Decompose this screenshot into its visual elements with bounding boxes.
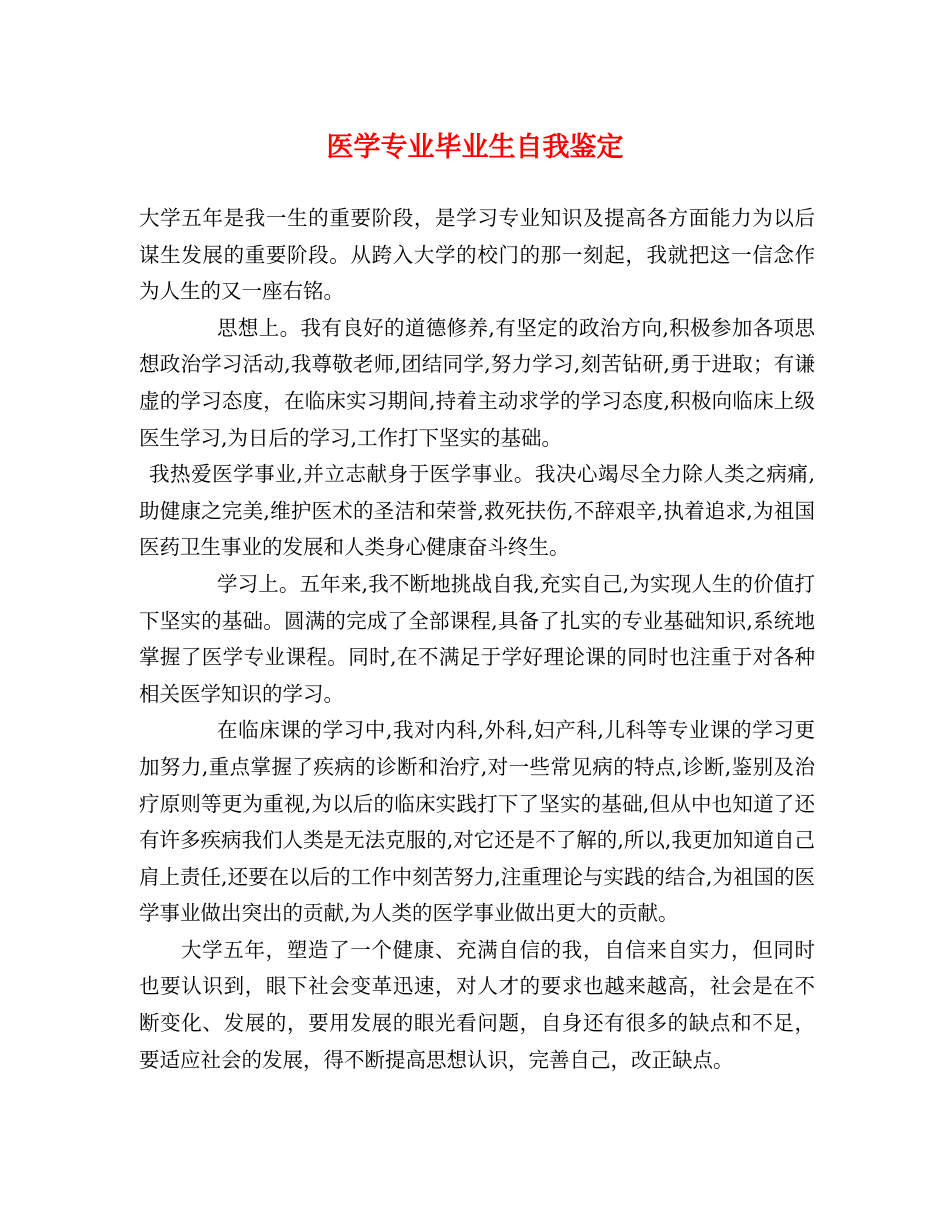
paragraph-intro: 大学五年是我一生的重要阶段，是学习专业知识及提高各方面能力为以后谋生发展的重要阶段。从跨入大学的校门的那一刻起，我就把这一信念作为人生的又一座右铭。 [139, 206, 815, 304]
document-body [139, 200, 815, 1078]
paragraph-ideology: 思想上。我有良好的道德修养,有坚定的政治方向,积极参加各项思想政治学习活动,我尊敬老师,团结同学,努力学习,刻苦钻研,勇于进取；有谦虚的学习态度，在临床实习期间,持着主动求学的学习态度,积极向临床上级医生学习,为日后的学习,工作打下坚实的基础。 [139, 315, 815, 450]
paragraph-devotion: 我热爱医学事业,并立志献身于医学事业。我决心竭尽全力除人类之病痛,助健康之完美,维护医术的圣洁和荣誉,救死扶伤,不辞艰辛,执着追求,为祖国医药卫生事业的发展和人类身心健康奋斗终生。 [139, 462, 815, 560]
paragraph-clinical: 在临床课的学习中,我对内科,外科,妇产科,儿科等专业课的学习更加努力,重点掌握了疾病的诊断和治疗,对一些常见病的特点,诊断,鉴别及治疗原则等更为重视,为以后的临床实践打下了坚实的基础,但从中也知道了还有许多疾病我们人类是无法克服的,对它还是不了解的,所以,我更加知道自己肩上责任,还要在以后的工作中刻苦努力,注重理论与实践的结合,为祖国的医学事业做出突出的贡献,为人类的医学事业做出更大的贡献。 [139, 718, 815, 926]
document-title: 医学专业毕业生自我鉴定 [326, 132, 624, 163]
paragraph-conclusion: 大学五年，塑造了一个健康、充满自信的我，自信来自实力，但同时也要认识到，眼下社会变革迅速，对人才的要求也越来越高，社会是在不断变化、发展的，要用发展的眼光看问题，自身还有很多的缺点和不足，要适应社会的发展，得不断提高思想认识，完善自己，改正缺点。 [139, 937, 815, 1072]
paragraph-study: 学习上。五年来,我不断地挑战自我,充实自己,为实现人生的价值打下坚实的基础。圆满的完成了全部课程,具备了扎实的专业基础知识,系统地掌握了医学专业课程。同时,在不满足于学好理论课的同时也注重于对各种相关医学知识的学习。 [139, 571, 815, 706]
